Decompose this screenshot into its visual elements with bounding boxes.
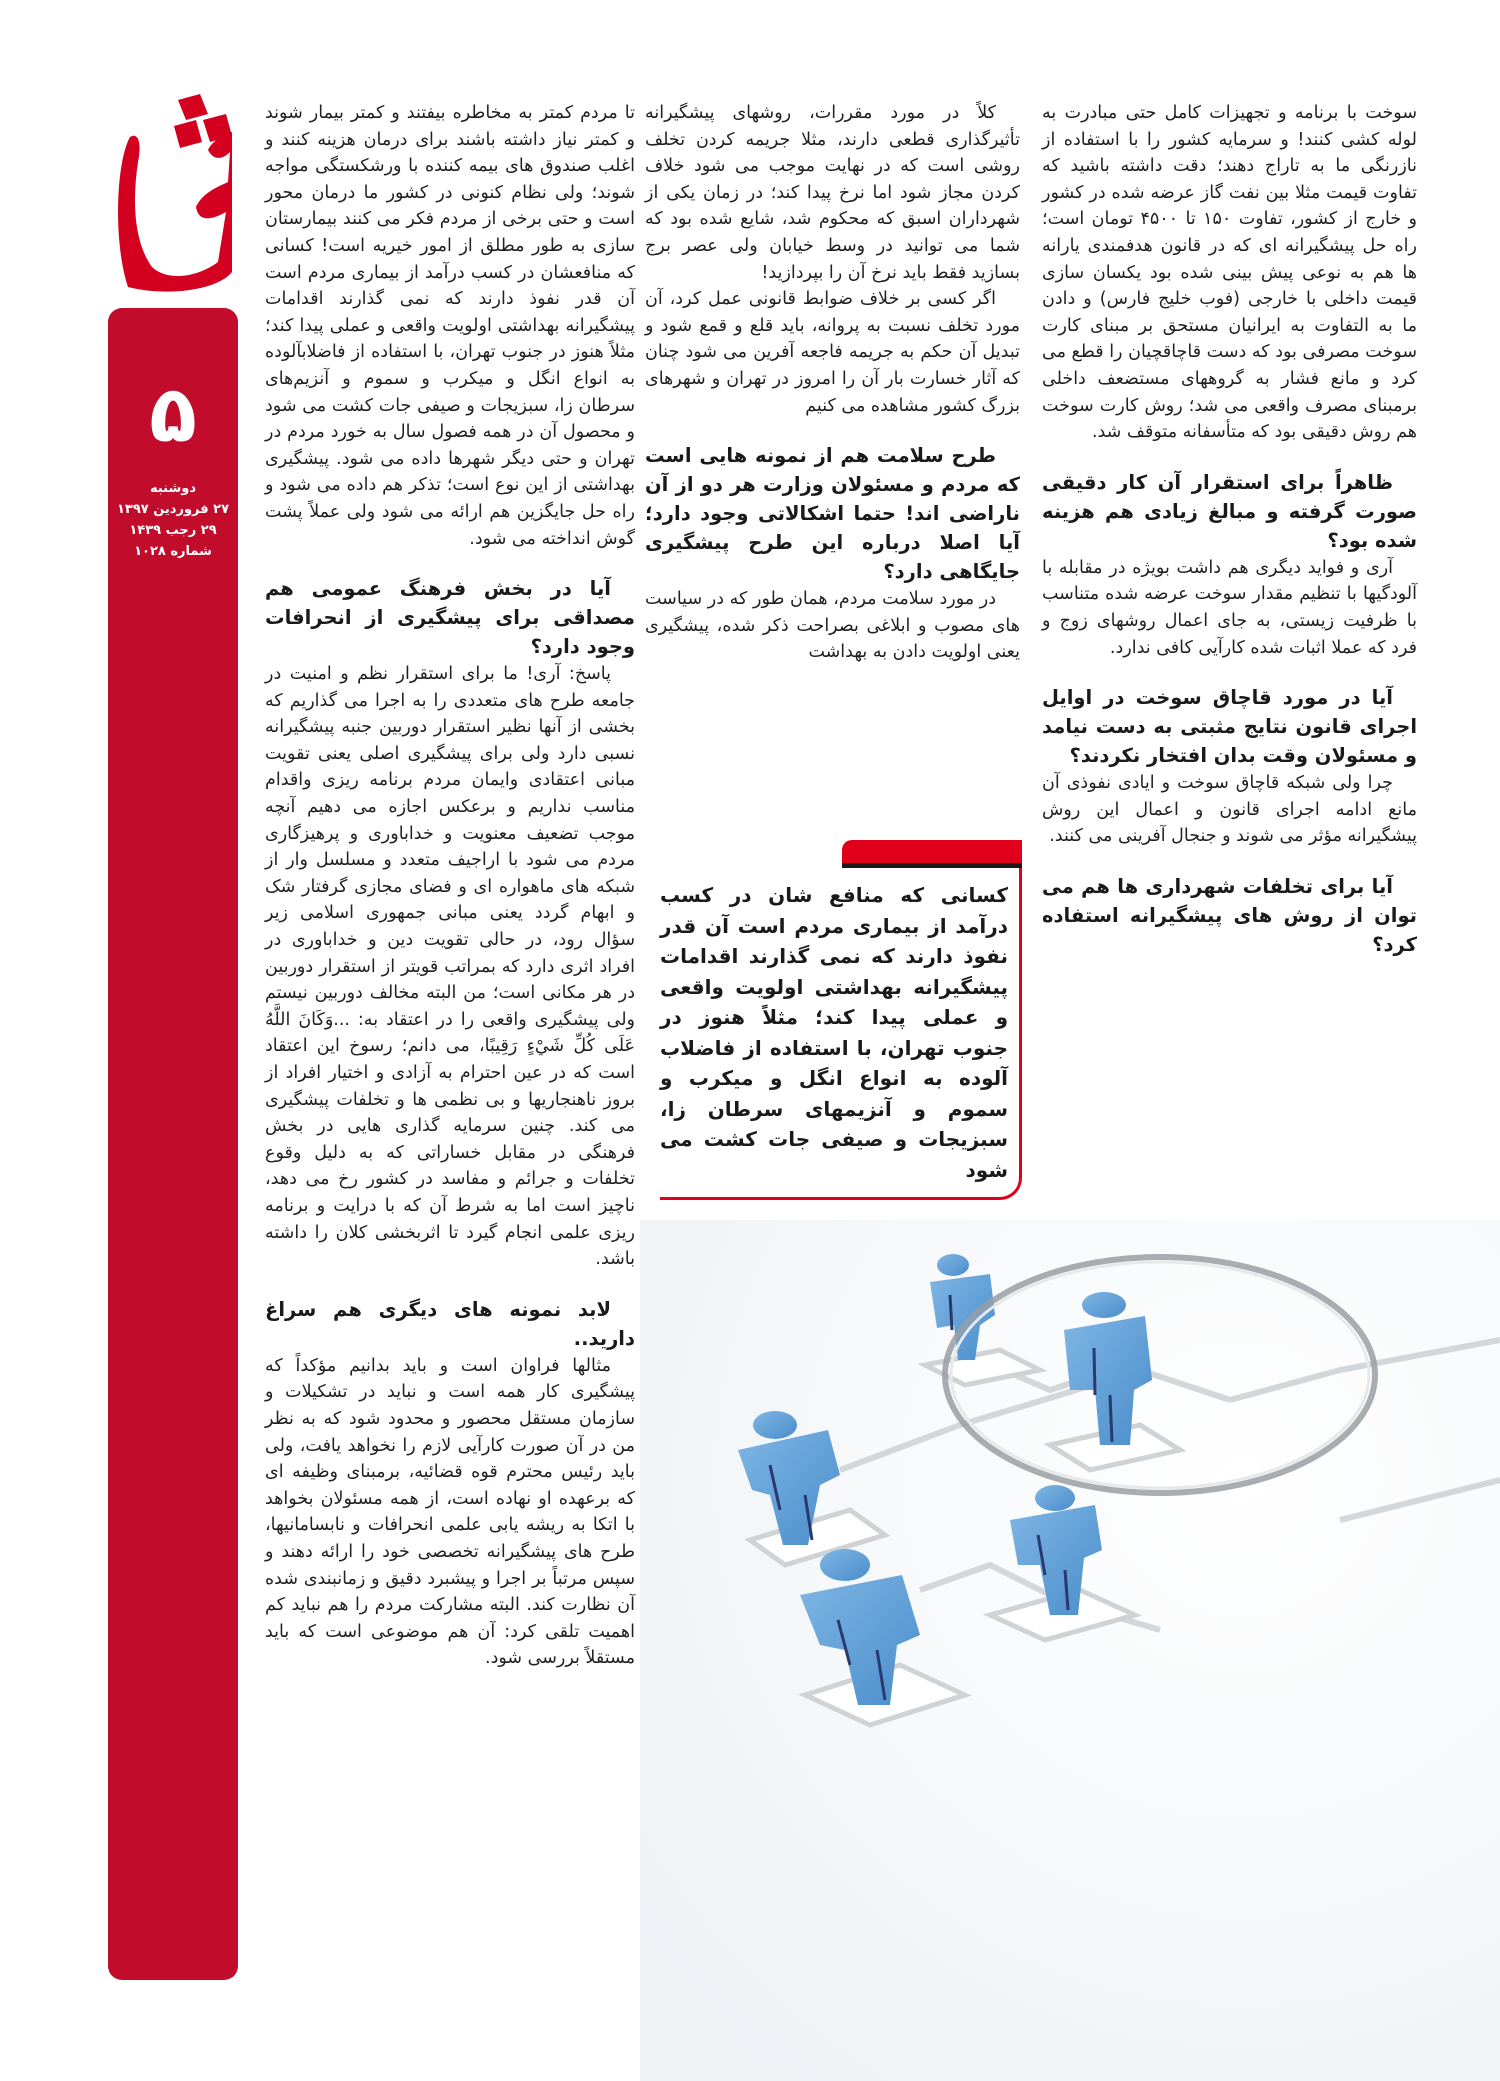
- paragraph: پاسخ: آری! ما برای استقرار نظم و امنیت در جامعه طرح های متعددی را به اجرا می گذاریم که بخشی از آنها نظیر استقرار دوربین جنبه پیشگیرانه نسبی دارد ولی برای پیشگیری اصلی یعنی تقویت مبانی اعتقادی وایمان مردم برنامه ریزی واقدام مناسب نداریم و برعکس اجازه می دهیم آنچه موجب تضعیف معنویت و خداباوری و پرهیزگاری مردم می شود با اراجیف متعدد و مسلسل وار از شبکه های ماهواره ای و فضای مجازی گرفتار شک و ابهام گردد یعنی مبانی جمهوری اسلامی زیر سؤال رود، در حالی تقویت دین و خداباوری در افراد اثری دارد که بمراتب قویتر از استقرار دوربین در هر مکانی است؛ من البته مخالف دوربین نیستم ولی پیشگیری واقعی را در اعتقاد به: ...وَكَانَ اللَّهُ عَلَى كُلِّ شَيْءٍ رَقِيبًا، می دانم؛ رسوخ این اعتقاد است که در عین احترام به آزادی و اختیار افراد از بروز ناهنجاریها و بی نظمی ها و تخلفات پیشگیری می کند. چنین سرمایه گذاری هایی در بخش فرهنگی در مقابل خساراتی که به دلیل وقوع تخلفات و جرائم و مفاسد در کشور رخ می دهد، ناچیز است اما به شرط آن که با درایت و برنامه ریزی علمی انجام گیرد تا اثربخشی کلان را داشته باشد.: [265, 664, 635, 1270]
- paragraph: چرا ولی شبکه قاچاق سوخت و ایادی نفوذی آن مانع ادامه اجرای قانون و اعمال این روش پیشگیرانه مؤثر می شوند و جنجال آفرینی می کنند.: [1042, 773, 1417, 847]
- interview-question: ظاهراً برای استقرار آن کار دقیقی صورت گرفته و مبالغ زیادی هم هزینه شده بود؟: [1042, 470, 1417, 552]
- people-network-icon: [640, 1220, 1500, 2081]
- pullquote-text: کسانی که منافع شان در کسب درآمد از بیماری مردم است آن قدر نفوذ دارند که نمی گذارند اقدامات پیشگیرانه بهداشتی اولویت واقعی و عملی پیدا کند؛ مثلاً هنوز در جنوب تهران، با استفاده از فاضلاب آلوده به انواع انگل و میکرب و سموم و آنزیمهای سرطان زا، سبزیجات و صیفی جات کشت می شود: [660, 883, 1008, 1182]
- paragraph: اگر کسی بر خلاف ضوابط قانونی عمل کرد، آن مورد تخلف نسبت به پروانه، باید قلع و قمع شود و تبدیل آن حکم به جریمه فاجعه آفرین می شود چنان که آثار خسارت بار آن را امروز در تهران و شهرهای بزرگ کشور مشاهده می کنیم: [645, 289, 1020, 416]
- date-solar: ۲۷ فروردین ۱۳۹۷: [116, 502, 230, 517]
- article-column-1: [1042, 100, 1417, 959]
- page-number: ۵: [149, 370, 197, 460]
- paragraph: مثالها فراوان است و باید بدانیم مؤکداً که پیشگیری کار همه است و نباید در تشکیلات و سازمان مستقل محصور و محدود شود که به نظر من در آن صورت کارآیی لازم را نخواهد یافت، ولی باید رئیس محترم قوه قضائیه، برمبنای وظیفه ای که برعهده او نهاده است، از همه مسئولان بخواهد با اتکا به ریشه یابی علمی انحرافات و نابسامانیها، طرح های پیشگیرانه تخصصی خود را ارائه دهند و سپس مرتباً بر اجرا و پیشبرد دقیق و زمانبندی شده آن نظارت کند. البته مشارکت مردم را هم نباید کم اهمیت تلقی کرد: آن هم موضوعی است که باید مستقلاً بررسی شود.: [265, 1355, 635, 1669]
- org-chart-illustration: [640, 1220, 1500, 2081]
- interview-question: طرح سلامت هم از نمونه هایی است که مردم و مسئولان وزارت هر دو از آن ناراضی اند! حتما اشکالاتی وجود دارد؛ آیا اصلا درباره این طرح پیشگیری جایگاهی دارد؟: [645, 444, 1020, 584]
- issue-number: شماره ۱۰۲۸: [134, 544, 212, 559]
- date-lunar: ۲۹ رجب ۱۴۳۹: [129, 523, 217, 538]
- issue-info-strip: [108, 308, 238, 1980]
- logo-shoma-icon: [108, 92, 234, 292]
- paragraph: سوخت با برنامه و تجهیزات کامل حتی مبادرت به لوله کشی کنند! و سرمایه کشور را با استفاده از نازرنگی ما به تاراج دهند؛ دقت داشته باشید که تفاوت قیمت مثلا بین نفت گاز عرضه شده در کشور و خارج از کشور، تفاوت ۱۵۰ تا ۴۵۰۰ تومان است؛ راه حل پیشگیرانه ای که در قانون هدفمندی یارانه ها هم به نوعی پیش بینی شده بود یکسان سازی قیمت داخلی با خارجی (فوب خلیج فارس) و دادن ما به التفاوت به ایرانیان مستحق بر مبنای کارت سوخت مصرفی بود که دست قاچاقچیان را قطع می کرد و مانع فشار به گروههای مستضعف داخلی برمبنای مصرف واقعی می شد؛ روش کارت سوخت هم روش دقیقی بود که متأسفانه متوقف شد.: [1042, 103, 1417, 443]
- paragraph: آری و فواید دیگری هم داشت بویژه در مقابله با آلودگیها با تنظیم مقدار سوخت عرضه شده متناسب با ظرفیت زیستی، به جای اعمال روشهای زوج و فرد که عملا اثبات شده کارآیی کافی ندارد.: [1042, 557, 1417, 658]
- article-column-2: [645, 100, 1020, 666]
- paragraph: در مورد سلامت مردم، همان طور که در سیاست های مصوب و ابلاغی بصراحت ذکر شده، پیشگیری یعنی اولویت دادن به بهداشت: [645, 589, 1020, 663]
- interview-question: آیا در مورد قاچاق سوخت در اوایل اجرای قانون نتایج مثبتی به دست نیامد و مسئولان وقت بدان افتخار نکردند؟: [1042, 686, 1417, 768]
- pullquote-box: [660, 840, 1022, 1200]
- interview-question: آیا برای تخلفات شهرداری ها هم می توان از روش های پیشگیرانه استفاده کرد؟: [1042, 874, 1417, 956]
- pullquote-accent-tab: [842, 840, 1022, 868]
- article-column-3: [265, 100, 635, 1672]
- weekday: دوشنبه: [149, 481, 197, 496]
- interview-question: لابد نمونه های دیگری هم سراغ دارید..: [265, 1297, 635, 1350]
- interview-question: آیا در بخش فرهنگ عمومی هم مصداقی برای پیشگیری از انحرافات وجود دارد؟: [265, 577, 635, 659]
- paragraph: تا مردم کمتر به مخاطره بیفتند و کمتر بیمار شوند و کمتر نیاز داشته باشند برای درمان هزینه کنند و اغلب صندوق های بیمه کننده با ورشکستگی مواجه شوند؛ ولی نظام کنونی در کشور ما درمان محور است و حتی برخی از مردم فکر می کنند بیمارستان سازی به طور مطلق از امور خیریه است! کسانی که منافعشان در کسب درآمد از بیماری مردم است آن قدر نفوذ دارند که نمی گذارند اقدامات پیشگیرانه بهداشتی اولویت واقعی و عملی پیدا کند؛ مثلاً هنوز در جنوب تهران، با استفاده از فاضلابآلوده به انواع انگل و میکرب و سموم و آنزیم‌های سرطان زا، سبزیجات و صیفی جات کشت می شود و محصول آن در همه فصول سال به خورد مردم در تهران و حتی دیگر شهرها داده می شود. پیشگیری بهداشتی از این نوع است؛ تذکر هم داده می شود و راه حل جایگزین هم ارائه می شود ولی عملاً پشت گوش انداخته می شود.: [265, 103, 635, 549]
- publication-logo: [108, 92, 234, 292]
- paragraph: کلاً در مورد مقررات، روشهای پیشگیرانه تأثیرگذاری قطعی دارند، مثلا جریمه کردن تخلف روشی است که در نهایت موجب می شود خلاف کردن مجاز شود اما نرخ پیدا کند؛ در زمان یکی از شهرداران اسبق که محکوم شد، شایع شده بود که شما می توانید در وسط خیابان ولی عصر برج بسازید فقط باید نرخ آن را بپردازید!: [645, 103, 1020, 283]
- issue-meta: [108, 478, 238, 562]
